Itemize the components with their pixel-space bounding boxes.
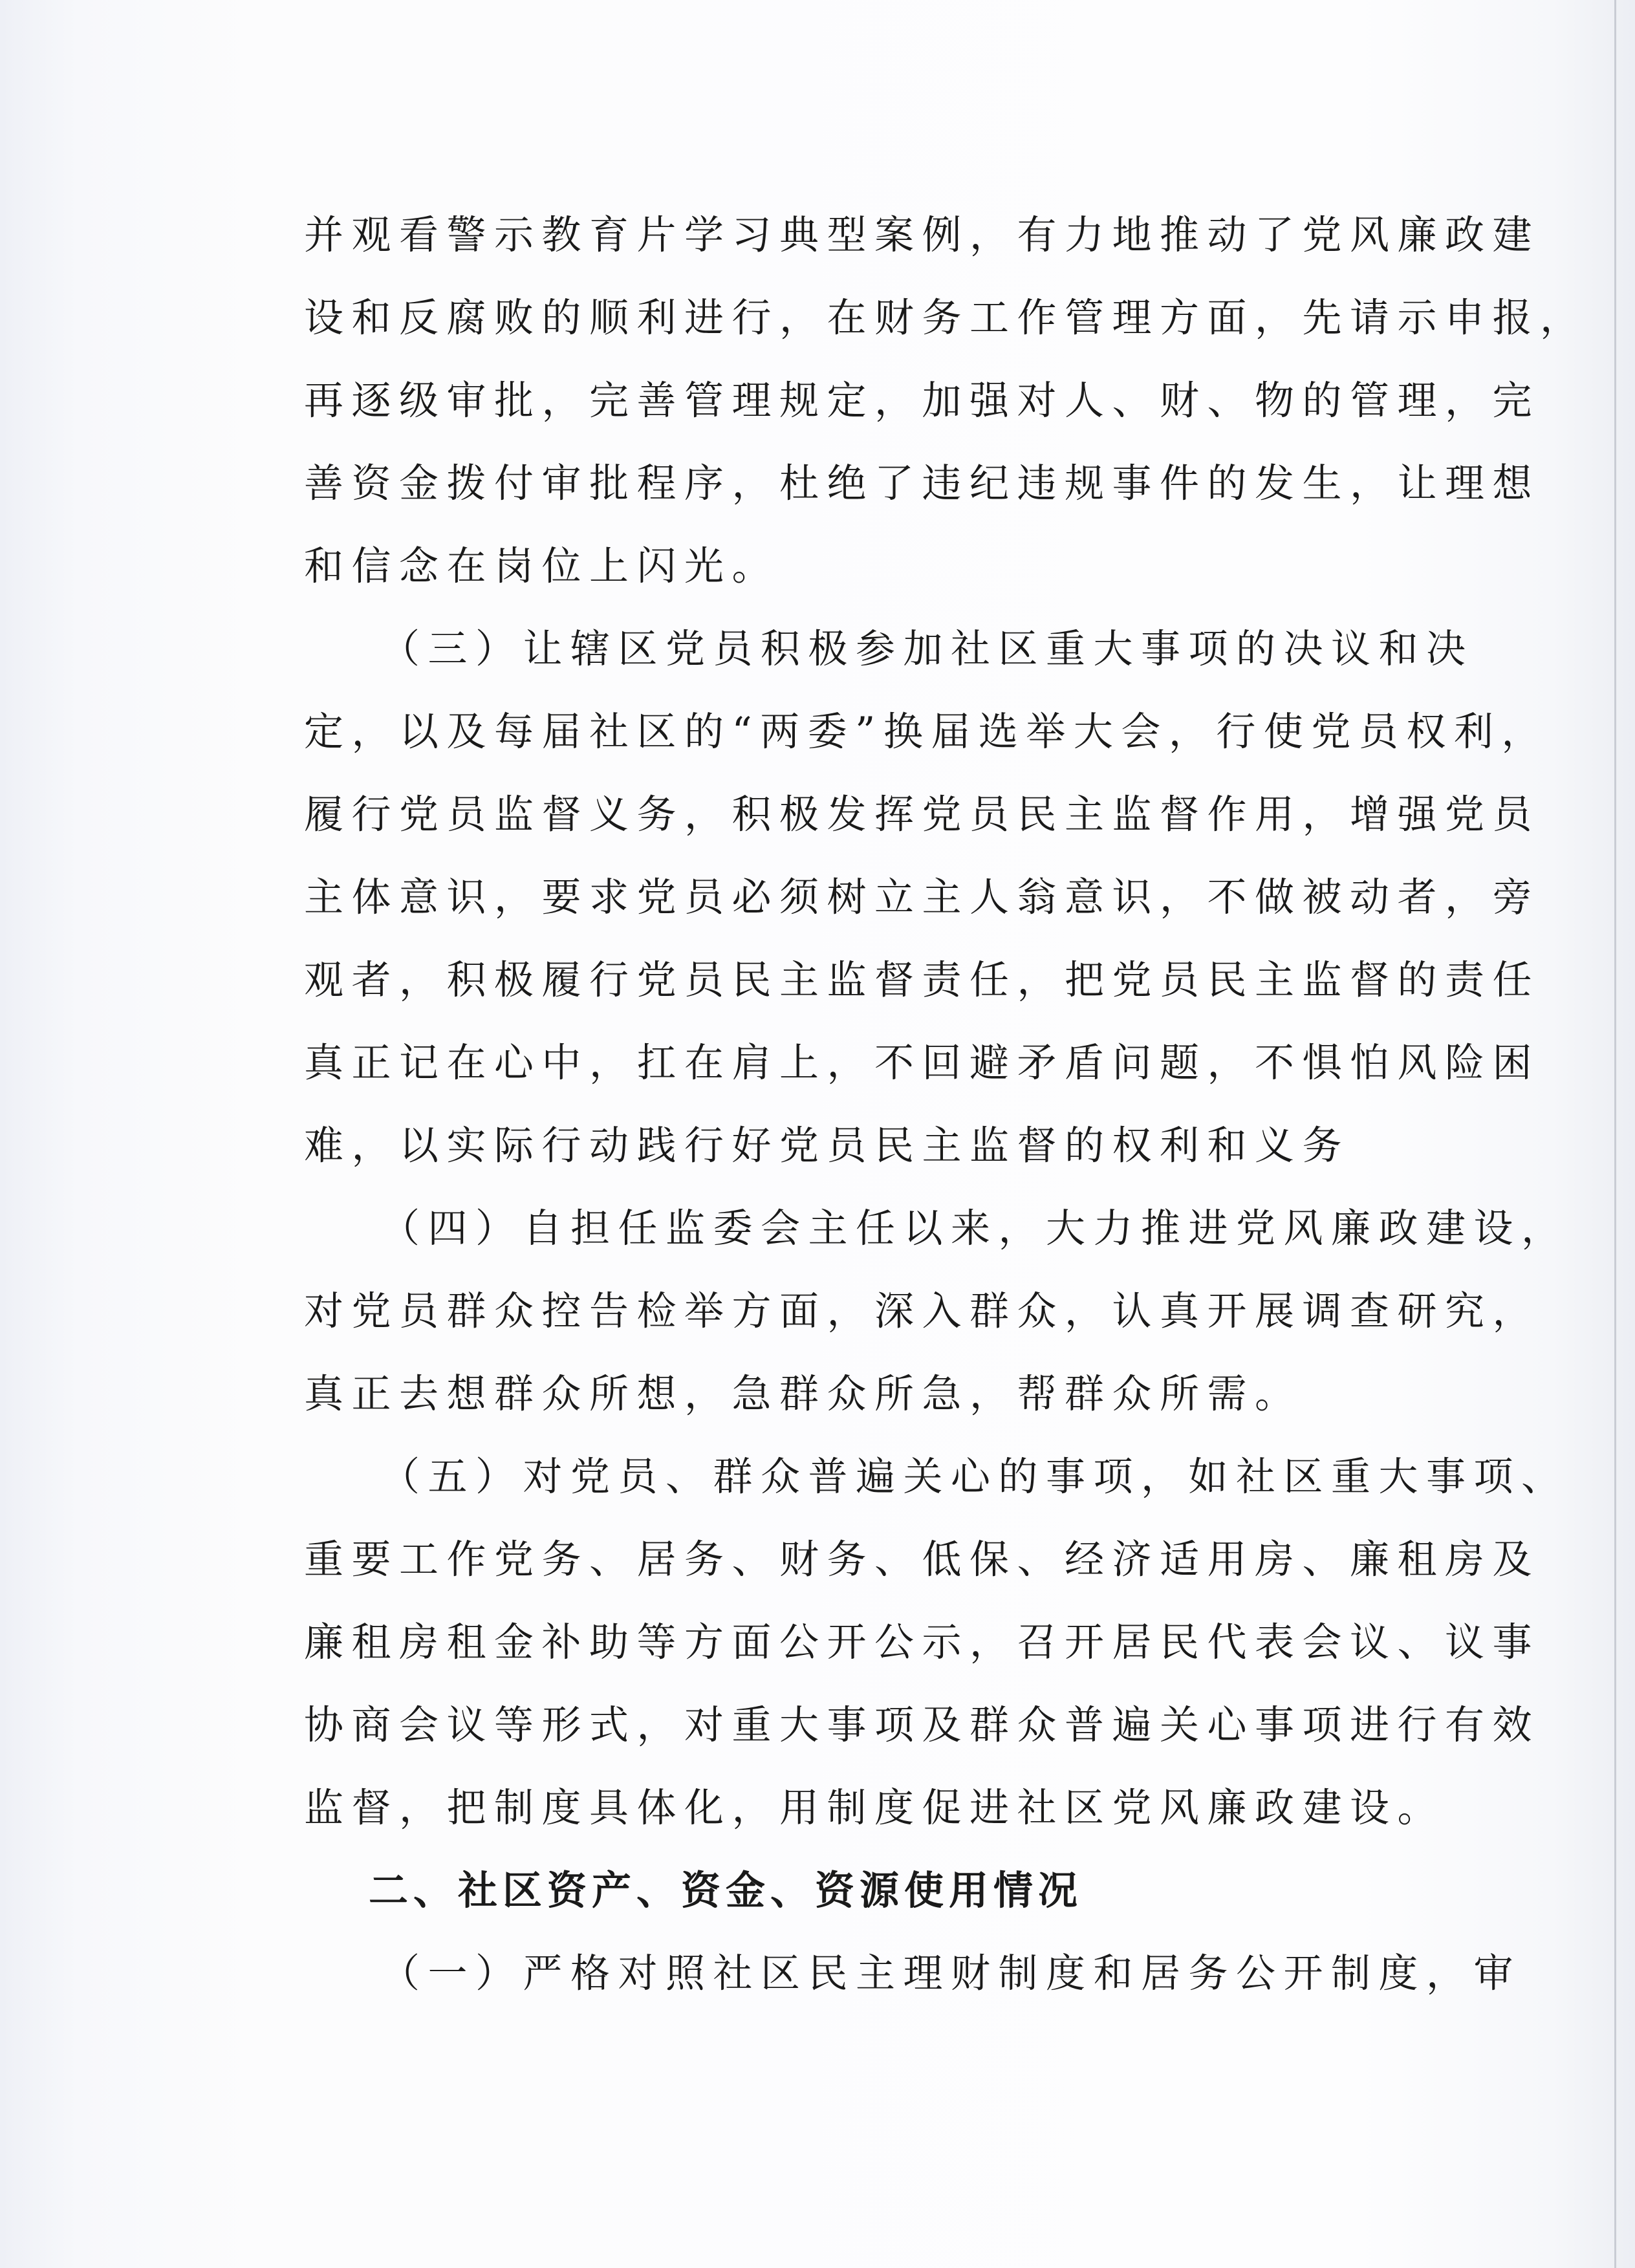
body-line: 重要工作党务、居务、财务、低保、经济适用房、廉租房及 (304, 1537, 1541, 1582)
paragraph-start: （四）自担任监委会主任以来，大力推进党风廉政建设， (380, 1205, 1569, 1251)
body-line: 观者，积极履行党员民主监督责任，把党员民主监督的责任 (304, 957, 1541, 1003)
body-line: 廉租房租金补助等方面公开公示，召开居民代表会议、议事 (304, 1619, 1541, 1665)
body-line: 难，以实际行动践行好党员民主监督的权利和义务 (304, 1123, 1350, 1169)
scan-edge (1614, 0, 1616, 2268)
body-line: 定，以及每届社区的“两委”换届选举大会，行使党员权利， (304, 709, 1549, 755)
paragraph-start: （三）让辖区党员积极参加社区重大事项的决议和决 (380, 626, 1474, 672)
body-line: 对党员群众控告检举方面，深入群众，认真开展调查研究， (304, 1288, 1541, 1334)
body-line: 再逐级审批，完善管理规定，加强对人、财、物的管理，完 (304, 378, 1541, 424)
paragraph-start: （五）对党员、群众普遍关心的事项，如社区重大事项、 (380, 1454, 1569, 1500)
body-line: 设和反腐败的顺利进行，在财务工作管理方面，先请示申报， (304, 295, 1588, 341)
body-line: 真正记在心中，扛在肩上，不回避矛盾问题，不惧怕风险困 (304, 1040, 1541, 1086)
body-line: 善资金拨付审批程序，杜绝了违纪违规事件的发生，让理想 (304, 460, 1541, 506)
body-line: 真正去想群众所想，急群众所急，帮群众所需。 (304, 1371, 1303, 1417)
body-line: 履行党员监督义务，积极发挥党员民主监督作用，增强党员 (304, 792, 1541, 837)
body-line: 协商会议等形式，对重大事项及群众普遍关心事项进行有效 (304, 1702, 1541, 1748)
body-line: 主体意识，要求党员必须树立主人翁意识，不做被动者，旁 (304, 874, 1541, 920)
section-heading: 二、社区资产、资金、资源使用情况 (369, 1868, 1083, 1914)
body-line: 和信念在岗位上闪光。 (304, 543, 780, 589)
document-body (304, 194, 1588, 2015)
body-line: 并观看警示教育片学习典型案例，有力地推动了党风廉政建 (304, 212, 1541, 258)
body-line: 监督，把制度具体化，用制度促进社区党风廉政建设。 (304, 1785, 1446, 1831)
paragraph-start: （一）严格对照社区民主理财制度和居务公开制度，审 (380, 1950, 1522, 1996)
